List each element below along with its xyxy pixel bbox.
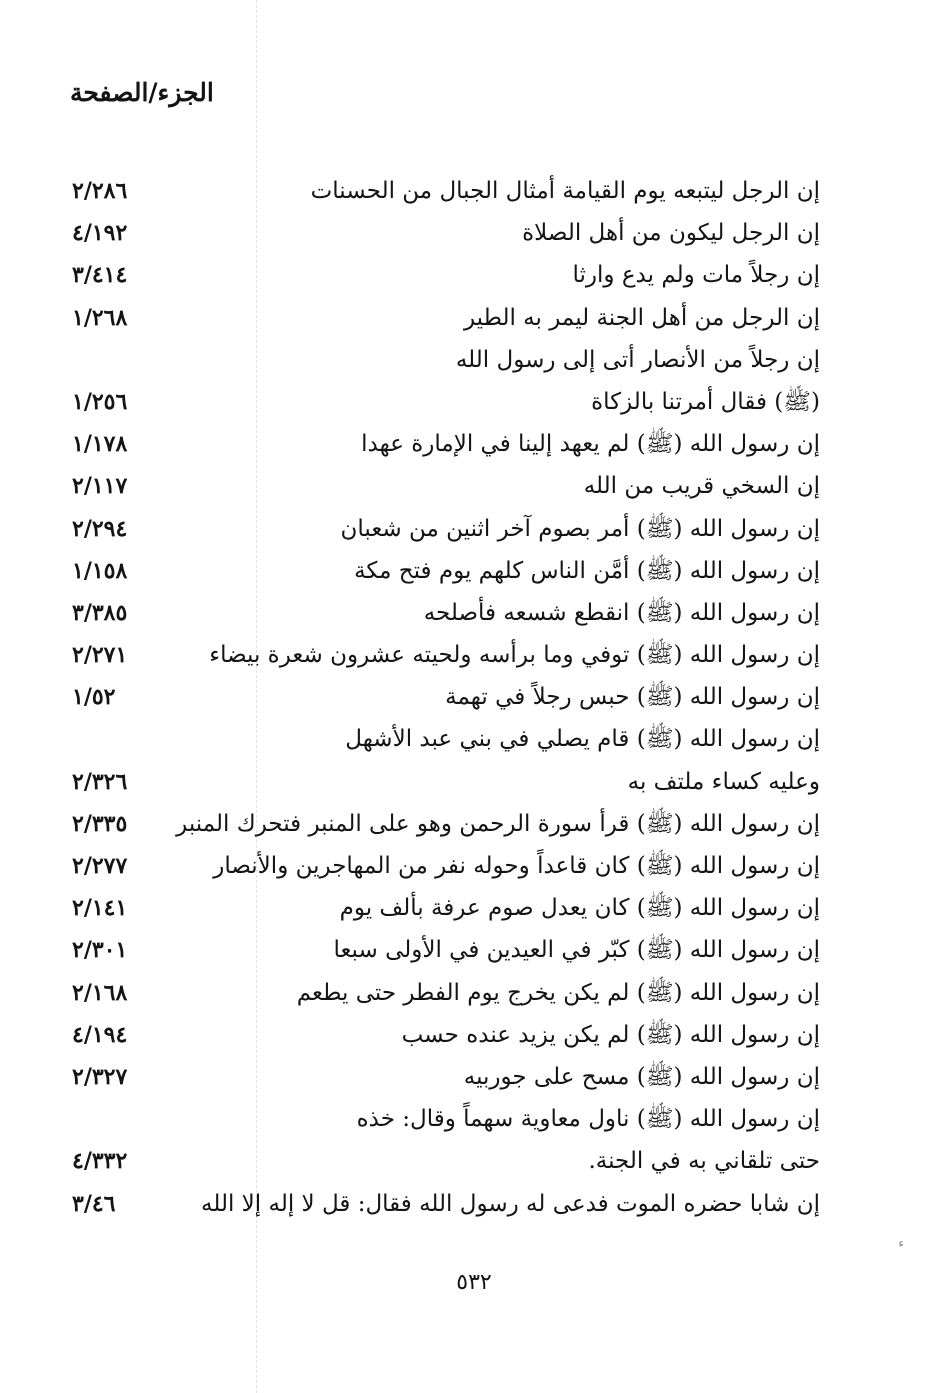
volume-page-ref: ١/٥٢: [72, 684, 116, 711]
index-row: [0, 1183, 948, 1225]
margin-mark: ء: [898, 1236, 904, 1250]
index-row: [0, 592, 948, 634]
hadith-text: إن رسول الله (ﷺ) كبّر في العيدين في الأولى سبعا: [333, 937, 820, 964]
hadith-text: إن رسول الله (ﷺ) لم يكن يخرج يوم الفطر حتى يطعم: [296, 979, 820, 1006]
page-number: ٥٣٢: [456, 1270, 492, 1295]
index-row: [0, 803, 948, 845]
volume-page-ref: ٢/٣٢٦: [72, 768, 128, 795]
index-row: [0, 634, 948, 676]
hadith-text: إن السخي قريب من الله: [583, 473, 820, 500]
hadith-text: إن رسول الله (ﷺ) لم يكن يزيد عنده حسب: [401, 1021, 820, 1048]
hadith-text: حتى تلقاني به في الجنة.: [588, 1148, 820, 1175]
index-row: [0, 508, 948, 550]
volume-page-ref: ٢/٣٣٥: [72, 810, 128, 837]
volume-page-ref: ٢/١٤١: [72, 895, 128, 922]
index-row: [0, 929, 948, 971]
hadith-text: إن الرجل من أهل الجنة ليمر به الطير: [463, 304, 820, 331]
hadith-text: إن رجلاً مات ولم يدع وارثا: [572, 262, 820, 289]
volume-page-ref: ٤/٣٣٢: [72, 1148, 128, 1175]
hadith-text: إن رسول الله (ﷺ) لم يعهد إلينا في الإمارة عهدا: [361, 431, 820, 458]
index-list: [0, 170, 948, 1225]
volume-page-ref: ٢/٣٢٧: [72, 1063, 128, 1090]
index-row: [0, 845, 948, 887]
hadith-text: إن الرجل ليتبعه يوم القيامة أمثال الجبال من الحسنات: [310, 178, 820, 204]
index-row: [0, 718, 948, 760]
volume-page-ref: ١/١٧٨: [72, 431, 128, 458]
volume-page-ref: ٣/٤٦: [72, 1190, 116, 1217]
index-row: [0, 1056, 948, 1098]
index-row: [0, 465, 948, 507]
index-row: [0, 1098, 948, 1140]
index-row: [0, 676, 948, 718]
hadith-text: إن رسول الله (ﷺ) قام يصلي في بني عبد الأشهل: [345, 726, 820, 753]
index-row: [0, 1014, 948, 1056]
volume-page-ref: ١/٢٦٨: [72, 304, 128, 331]
index-row: [0, 254, 948, 296]
volume-page-ref: ١/١٥٨: [72, 557, 128, 584]
volume-page-ref: ٢/٢٧٧: [72, 853, 128, 879]
index-row: [0, 381, 948, 423]
volume-page-ref: ١/٢٥٦: [72, 388, 128, 415]
volume-page-ref: ٢/٢٩٤: [72, 515, 128, 542]
hadith-text: إن رسول الله (ﷺ) انقطع شسعه فأصلحه: [423, 599, 820, 626]
hadith-text: إن رسول الله (ﷺ) مسح على جوربيه: [463, 1063, 820, 1090]
volume-page-ref: ٢/٣٠١: [72, 937, 128, 964]
index-row: [0, 1140, 948, 1182]
hadith-text: إن رجلاً من الأنصار أتى إلى رسول الله: [455, 346, 820, 373]
index-row: [0, 887, 948, 929]
hadith-text: إن رسول الله (ﷺ) أمر بصوم آخر اثنين من شعبان: [340, 515, 820, 542]
volume-page-ref: ٣/٤١٤: [72, 262, 128, 289]
volume-page-ref: ٣/٣٨٥: [72, 599, 128, 626]
index-row: [0, 212, 948, 254]
volume-page-ref: ٢/١١٧: [72, 473, 128, 500]
index-row: [0, 423, 948, 465]
index-row: [0, 972, 948, 1014]
volume-page-ref: ٢/٢٧١: [72, 642, 128, 669]
hadith-text: إن رسول الله (ﷺ) كان يعدل صوم عرفة بألف يوم: [339, 895, 820, 922]
index-row: [0, 550, 948, 592]
hadith-text: إن رسول الله (ﷺ) قرأ سورة الرحمن وهو على المنبر فتحرك المنبر: [176, 810, 820, 837]
hadith-text: (ﷺ) فقال أمرتنا بالزكاة: [591, 388, 820, 415]
column-header: الجزء/الصفحة: [70, 78, 214, 107]
index-row: [0, 297, 948, 339]
hadith-text: إن رسول الله (ﷺ) أمَّن الناس كلهم يوم فتح مكة: [354, 557, 820, 584]
index-row: [0, 170, 948, 212]
hadith-text: إن الرجل ليكون من أهل الصلاة: [522, 220, 820, 247]
volume-page-ref: ٤/١٩٢: [72, 220, 128, 247]
hadith-text: إن رسول الله (ﷺ) حبس رجلاً في تهمة: [445, 684, 820, 711]
volume-page-ref: ٢/١٦٨: [72, 979, 128, 1006]
hadith-text: إن شابا حضره الموت فدعى له رسول الله فقال: قل لا إله إلا الله: [201, 1190, 820, 1217]
index-row: [0, 761, 948, 803]
hadith-text: إن رسول الله (ﷺ) ناول معاوية سهماً وقال: خذه: [356, 1106, 820, 1133]
hadith-text: إن رسول الله (ﷺ) توفي وما برأسه ولحيته عشرون شعرة بيضاء: [209, 642, 820, 669]
volume-page-ref: ٢/٢٨٦: [72, 178, 128, 204]
hadith-text: إن رسول الله (ﷺ) كان قاعداً وحوله نفر من المهاجرين والأنصار: [213, 853, 820, 879]
index-row: [0, 339, 948, 381]
hadith-text: وعليه كساء ملتف به: [627, 768, 820, 795]
volume-page-ref: ٤/١٩٤: [72, 1021, 128, 1048]
